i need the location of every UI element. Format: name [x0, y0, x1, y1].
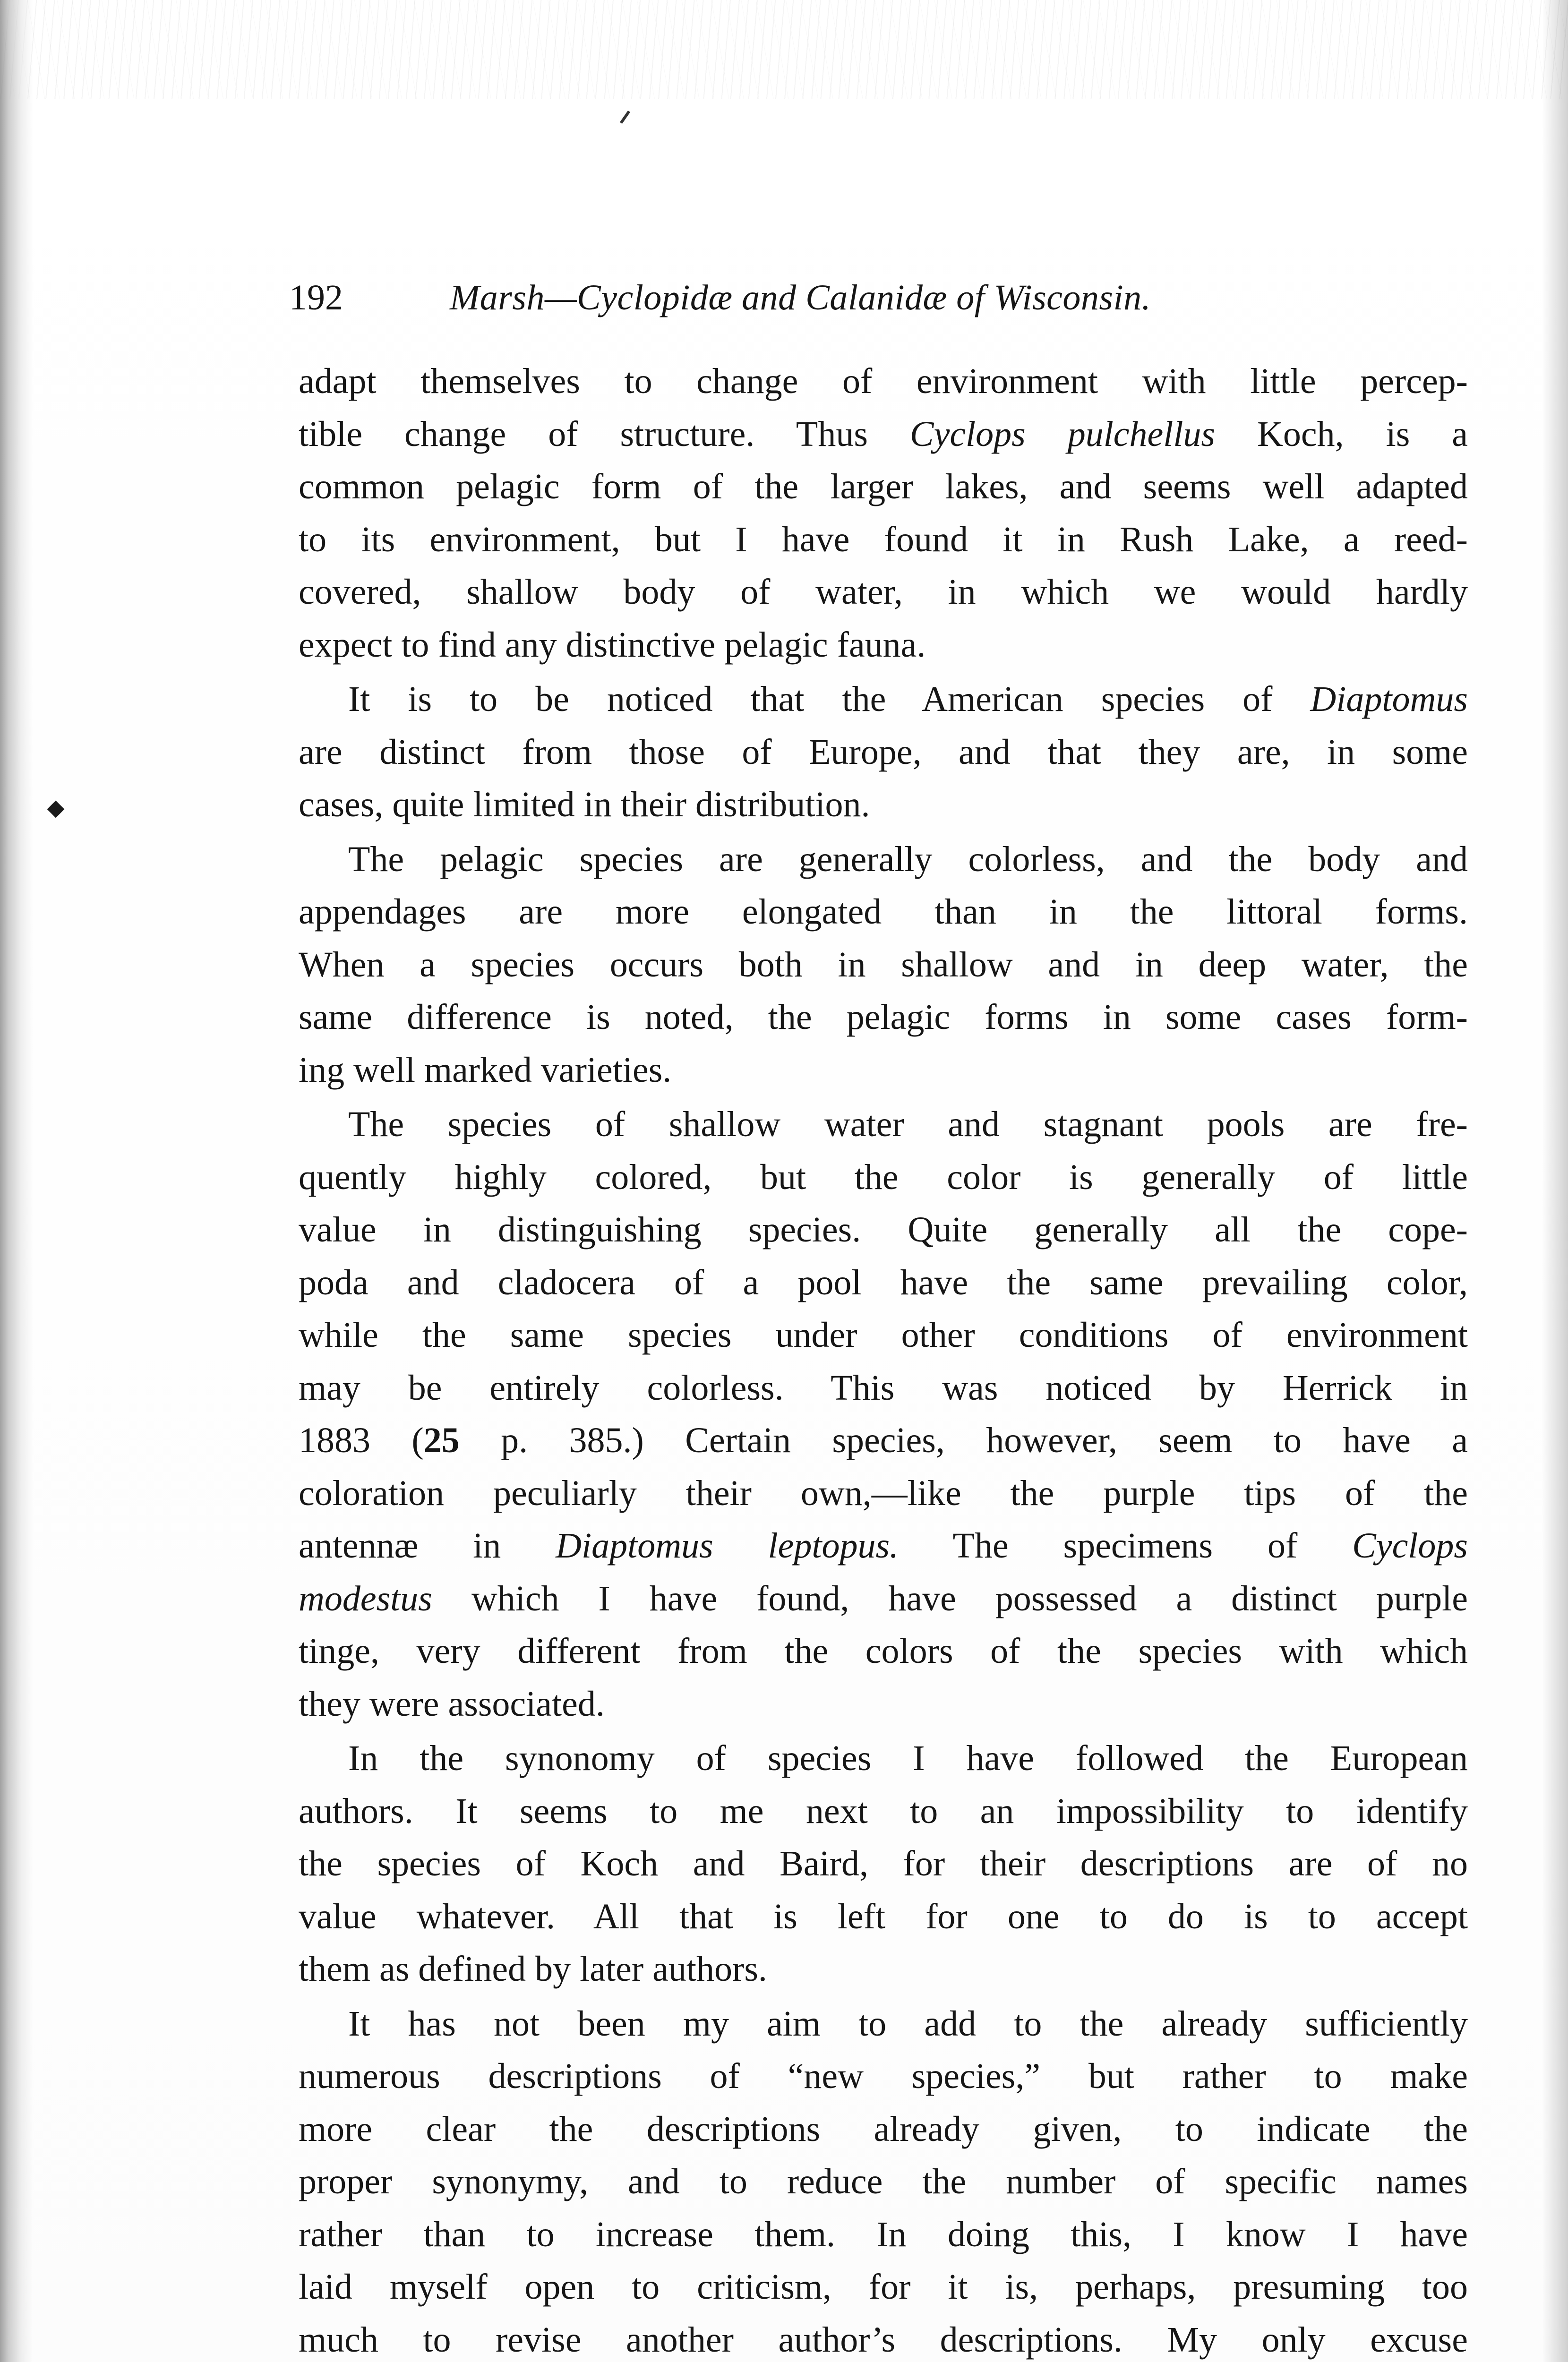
text-line: The species of shallow water and stagnant pools are fre- — [348, 1104, 1468, 1144]
paragraph-2 — [299, 673, 1468, 831]
page-left-edge-shadow — [0, 0, 33, 2362]
text-line: value whatever. All that is left for one to do is to accept — [299, 1896, 1468, 1936]
scan-noise-top — [0, 0, 1568, 99]
text-line — [299, 673, 1468, 726]
species-epithet: modestus — [299, 1578, 432, 1618]
text-line: value in distinguishing species. Quite generally all the cope- — [299, 1210, 1468, 1249]
text-line: same difference is noted, the pelagic forms in some cases form- — [299, 997, 1468, 1037]
text-span: 1883 ( — [299, 1421, 424, 1460]
text-line: to its environment, but I have found it in Rush Lake, a reed- — [299, 519, 1468, 559]
text-span: It is to be noticed that the American species of — [348, 679, 1311, 719]
paragraph-3 — [299, 833, 1468, 1097]
genus-name: Diaptomus — [1310, 679, 1468, 719]
text-line: In the synonomy of species I have followed the European — [348, 1738, 1468, 1778]
text-line: appendages are more elongated than in the littoral forms. — [299, 892, 1468, 932]
text-line: numerous descriptions of “new species,” but rather to make — [299, 2056, 1468, 2096]
page-number: 192 — [289, 278, 343, 317]
text-line: laid myself open to criticism, for it is, perhaps, presuming too — [299, 2267, 1468, 2307]
text-span: The specimens of — [899, 1526, 1353, 1566]
text-span: p. 385.) Certain species, however, seem to have a — [459, 1421, 1468, 1460]
text-line: common pelagic form of the larger lakes, and seems well adapted — [299, 467, 1468, 506]
text-line: covered, shallow body of water, in which we would hardly — [299, 572, 1468, 612]
text-span: which I have found, have possessed a distinct purple — [432, 1578, 1468, 1618]
reference-number: 25 — [423, 1421, 460, 1460]
text-line: coloration peculiarly their own,—like the purple tips of the — [299, 1473, 1468, 1513]
text-line: more clear the descriptions already given, to indicate the — [299, 2109, 1468, 2149]
text-line: The pelagic species are generally colorless, and the body and — [348, 839, 1468, 879]
running-head: Marsh—Cyclopidæ and Calanidæ of Wisconsin. — [450, 278, 1151, 317]
text-span: Koch, is a — [1215, 414, 1468, 454]
paragraph-5 — [299, 1732, 1468, 1996]
species-name: Cyclops pulchellus — [909, 414, 1216, 454]
margin-diamond-mark — [47, 801, 65, 818]
text-line: cases, quite limited in their distribution. — [299, 785, 870, 824]
text-line — [299, 1573, 1468, 1626]
page-header — [289, 272, 1305, 328]
text-line: they were associated. — [299, 1684, 605, 1724]
text-line: quently highly colored, but the color is generally of little — [299, 1157, 1468, 1197]
ink-mark — [620, 111, 630, 124]
text-line: them as defined by later authors. — [299, 1949, 767, 1989]
text-line: tinge, very different from the colors of the species with which — [299, 1631, 1468, 1671]
text-span: tible change of structure. Thus — [299, 414, 910, 454]
text-line: poda and cladocera of a pool have the same prevailing color, — [299, 1262, 1468, 1302]
text-line: adapt themselves to change of environment with little percep- — [299, 361, 1468, 401]
paragraph-6 — [299, 1998, 1468, 2362]
text-line — [299, 1520, 1468, 1573]
page-right-edge-shadow — [1542, 0, 1568, 2362]
text-line — [299, 408, 1468, 461]
text-line: expect to find any distinctive pelagic fauna. — [299, 625, 926, 665]
text-span: antennæ in — [299, 1526, 556, 1566]
text-line: proper synonymy, and to reduce the number of specific names — [299, 2162, 1468, 2201]
text-line: rather than to increase them. In doing this, I know I have — [299, 2214, 1468, 2254]
text-line: much to revise another author’s descriptions. My only excuse — [299, 2319, 1468, 2360]
paragraph-1 — [299, 355, 1468, 671]
text-line: ing well marked varieties. — [299, 1050, 672, 1090]
text-line — [299, 1414, 1468, 1467]
text-line: may be entirely colorless. This was noticed by Herrick in — [299, 1368, 1468, 1408]
body-text — [299, 355, 1468, 2362]
species-name: Diaptomus leptopus. — [556, 1526, 899, 1566]
text-line: authors. It seems to me next to an impossibility to identify — [299, 1791, 1468, 1831]
text-line: It has not been my aim to add to the already sufficiently — [348, 2003, 1468, 2044]
text-line: When a species occurs both in shallow and in deep water, the — [299, 944, 1468, 984]
genus-name: Cyclops — [1352, 1526, 1468, 1566]
paragraph-4 — [299, 1098, 1468, 1730]
text-line: are distinct from those of Europe, and that they are, in some — [299, 732, 1468, 772]
text-line: while the same species under other conditions of environment — [299, 1315, 1468, 1355]
text-line: the species of Koch and Baird, for their descriptions are of no — [299, 1844, 1468, 1883]
